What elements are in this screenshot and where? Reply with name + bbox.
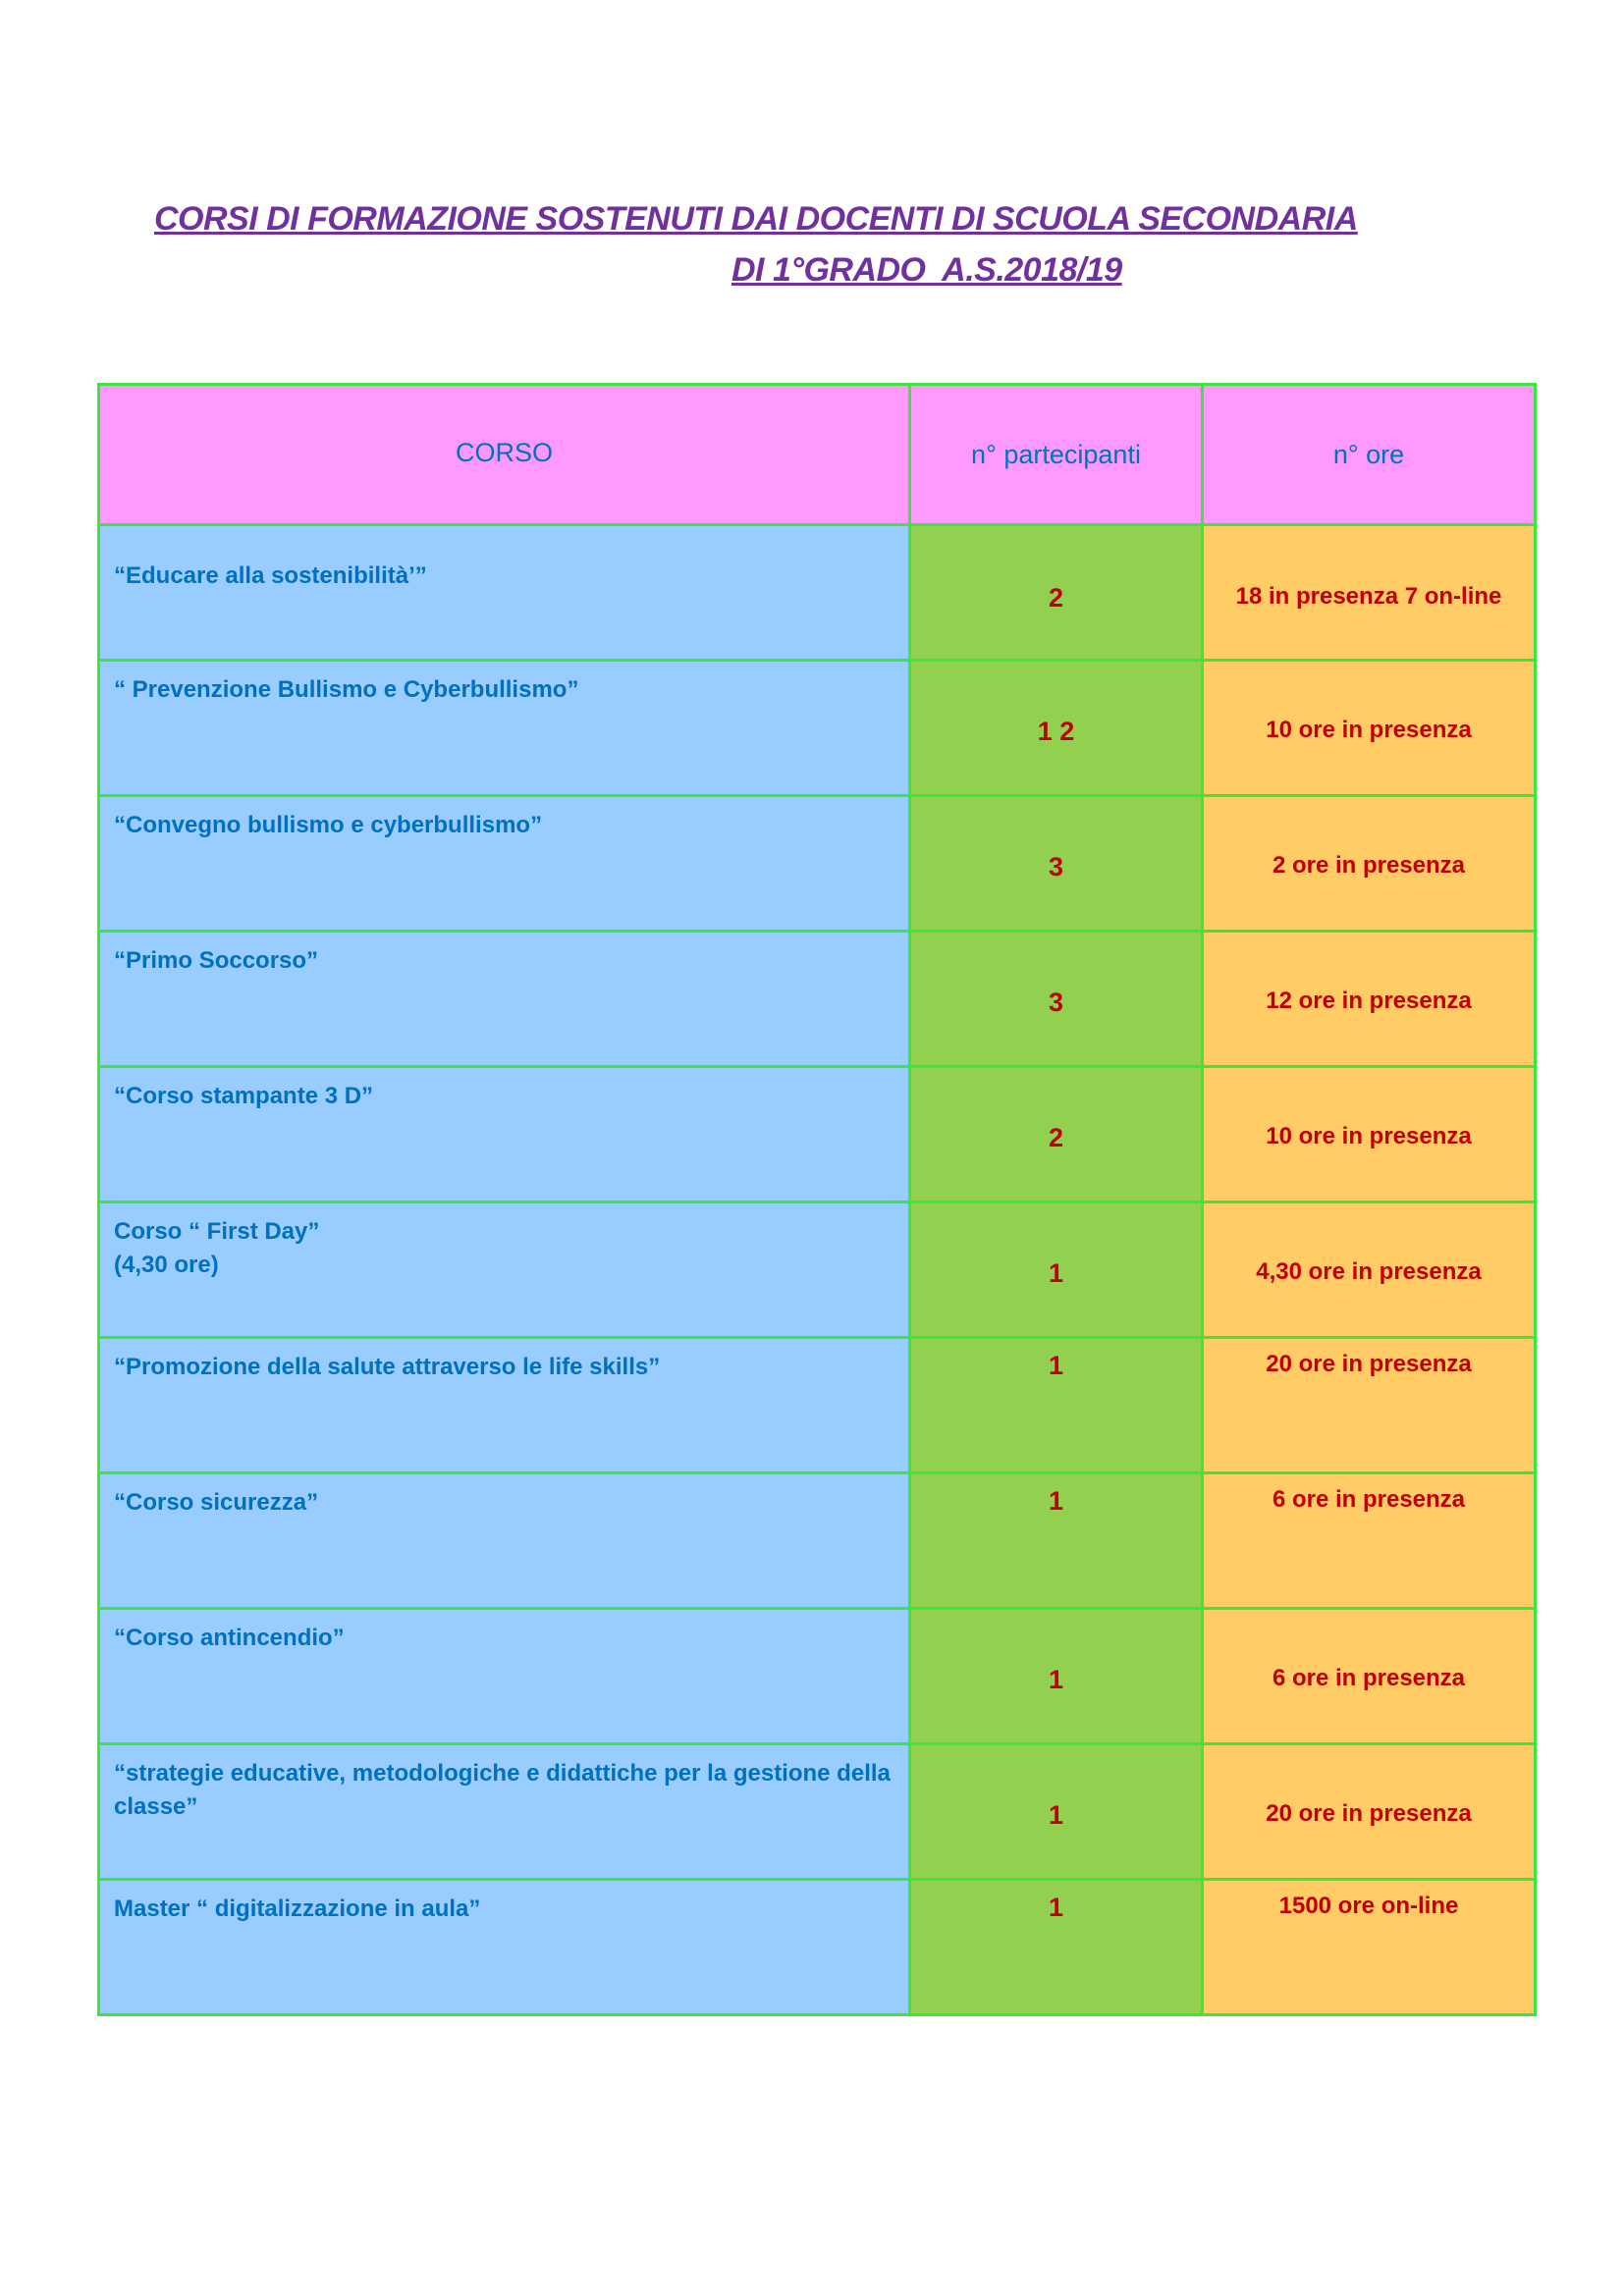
cell-corso: “Primo Soccorso” [99,932,910,1067]
cell-corso: “Corso antincendio” [99,1609,910,1744]
cell-partecipanti: 3 [910,932,1203,1067]
header-partecipanti: n° partecipanti [910,385,1203,525]
cell-ore: 4,30 ore in presenza [1203,1202,1536,1338]
table-row [99,1473,1536,1609]
document-title-line-2: DI 1°GRADO A.S.2018/19 [731,251,1122,289]
cell-partecipanti: 2 [910,1067,1203,1202]
header-ore: n° ore [1203,385,1536,525]
cell-corso: “ Prevenzione Bullismo e Cyberbullismo” [99,661,910,796]
cell-corso: “strategie educative, metodologiche e didattiche per la gestione della classe” [99,1744,910,1880]
table-row [99,932,1536,1067]
table-row [99,1880,1536,2015]
cell-partecipanti: 2 [910,525,1203,661]
table-row [99,661,1536,796]
cell-ore: 1500 ore on-line [1203,1880,1536,2015]
cell-ore: 10 ore in presenza [1203,661,1536,796]
table-row [99,1202,1536,1338]
cell-ore: 20 ore in presenza [1203,1338,1536,1473]
courses-table-body [99,525,1536,2015]
table-row [99,1744,1536,1880]
header-corso: CORSO [99,385,910,525]
cell-ore: 12 ore in presenza [1203,932,1536,1067]
cell-ore: 6 ore in presenza [1203,1609,1536,1744]
cell-corso: “Convegno bullismo e cyberbullismo” [99,796,910,932]
cell-partecipanti: 1 2 [910,661,1203,796]
courses-table [97,383,1537,2016]
cell-partecipanti: 1 [910,1338,1203,1473]
cell-corso: “Promozione della salute attraverso le life skills” [99,1338,910,1473]
cell-partecipanti: 1 [910,1880,1203,2015]
table-row [99,1338,1536,1473]
cell-ore: 2 ore in presenza [1203,796,1536,932]
cell-partecipanti: 1 [910,1202,1203,1338]
cell-ore: 20 ore in presenza [1203,1744,1536,1880]
cell-partecipanti: 3 [910,796,1203,932]
table-row [99,1609,1536,1744]
cell-partecipanti: 1 [910,1473,1203,1609]
table-row [99,1067,1536,1202]
cell-partecipanti: 1 [910,1744,1203,1880]
cell-corso: Corso “ First Day” (4,30 ore) [99,1202,910,1338]
cell-corso: Master “ digitalizzazione in aula” [99,1880,910,2015]
table-row [99,525,1536,661]
cell-corso: “Educare alla sostenibilità’” [99,525,910,661]
cell-ore: 18 in presenza 7 on-line [1203,525,1536,661]
cell-ore: 6 ore in presenza [1203,1473,1536,1609]
cell-corso: “Corso stampante 3 D” [99,1067,910,1202]
cell-ore: 10 ore in presenza [1203,1067,1536,1202]
cell-corso: “Corso sicurezza” [99,1473,910,1609]
cell-partecipanti: 1 [910,1609,1203,1744]
document-title-line-1: CORSI DI FORMAZIONE SOSTENUTI DAI DOCENTI DI SCUOLA SECONDARIA [154,200,1358,238]
table-row [99,796,1536,932]
